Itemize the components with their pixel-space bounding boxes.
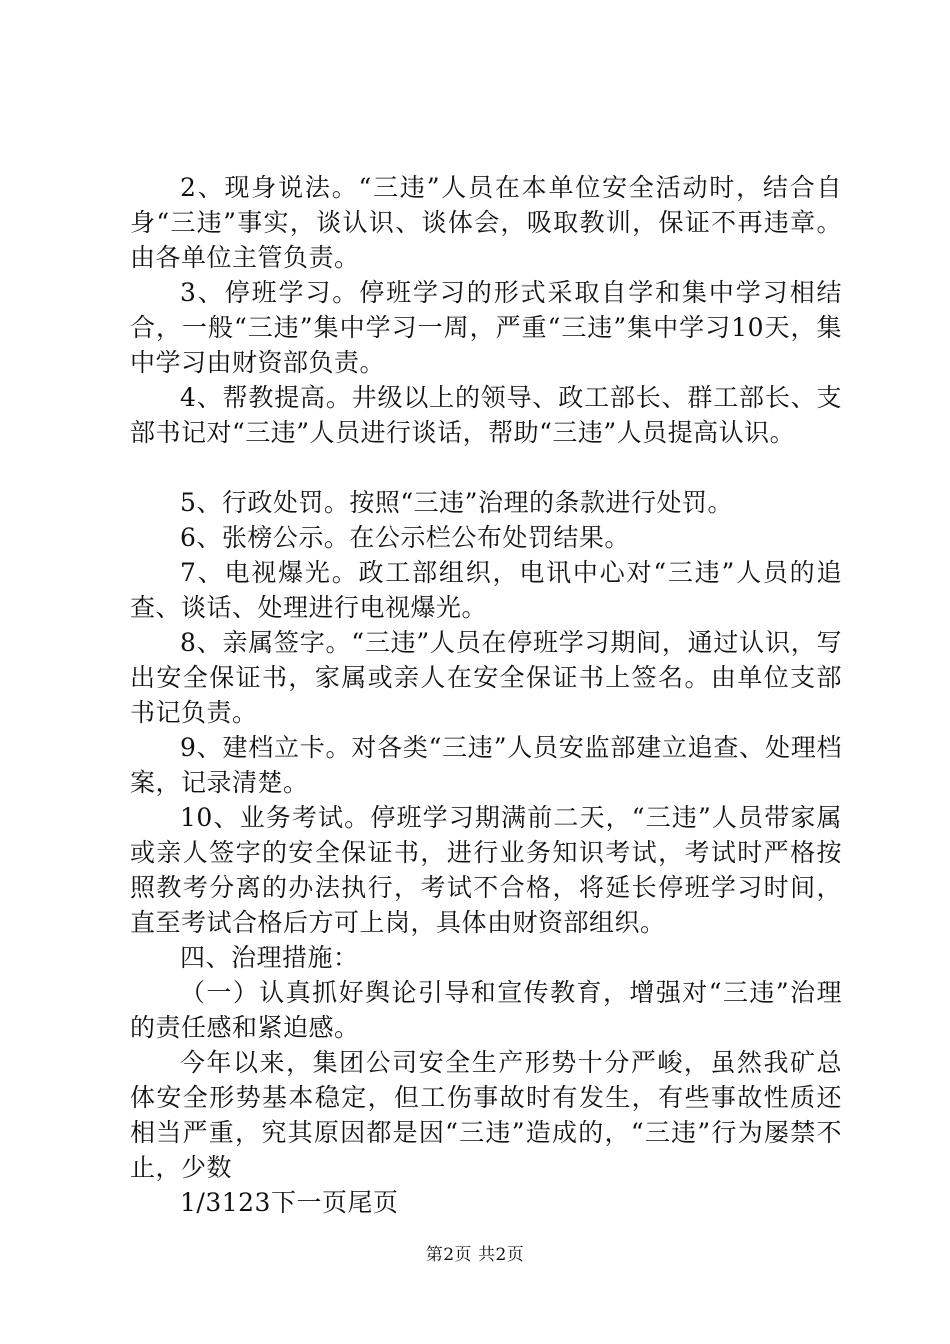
paragraph-8-family-signature: 8、亲属签字。“三违”人员在停班学习期间，通过认识，写出安全保证书，家属或亲人在安全保证书上签名。由单位支部书记负责。 bbox=[130, 628, 842, 727]
paragraph-6-public-notice: 6、张榜公示。在公示栏公布处罚结果。 bbox=[180, 523, 630, 552]
paragraph-10-exam: 10、业务考试。停班学习期满前二天，“三违”人员带家属或亲人签字的安全保证书，进行业务知识考试，考试时严格按照教考分离的办法执行，考试不合格，将延长停班学习时间，直至考试合格后方可上岗，具体由财资部组织。 bbox=[130, 803, 842, 937]
paragraph-this-year: 今年以来，集团公司安全生产形势十分严峻，虽然我矿总体安全形势基本稳定，但工伤事故时有发生，有些事故性质还相当严重，究其原因都是因“三违”造成的，“三违”行为屡禁不止，少数 bbox=[130, 1048, 842, 1182]
paragraph-7-tv-exposure: 7、电视爆光。政工部组织，电讯中心对“三违”人员的追查、谈话、处理进行电视爆光。 bbox=[130, 558, 842, 622]
page-footer: 第2页 共2页 bbox=[425, 1245, 525, 1265]
paragraph-4-mentoring: 4、帮教提高。井级以上的领导、政工部长、群工部长、支部书记对“三违”人员进行谈话，帮助“三违”人员提高认识。 bbox=[130, 383, 842, 447]
pagination-links[interactable]: 1/3123下一页尾页 bbox=[180, 1188, 399, 1217]
section-heading-measures: 四、治理措施： bbox=[180, 943, 359, 972]
subsection-heading-1: （一）认真抓好舆论引导和宣传教育，增强对“三违”治理的责任感和紧迫感。 bbox=[130, 978, 842, 1042]
paragraph-3-suspension-study: 3、停班学习。停班学习的形式采取自学和集中学习相结合，一般“三违”集中学习一周，严重“三违”集中学习10天，集中学习由财资部负责。 bbox=[130, 278, 842, 377]
paragraph-2-testimony: 2、现身说法。“三违”人员在本单位安全活动时，结合自身“三违”事实，谈认识、谈体会，吸取教训，保证不再违章。由各单位主管负责。 bbox=[130, 173, 842, 272]
paragraph-5-penalty: 5、行政处罚。按照“三违”治理的条款进行处罚。 bbox=[180, 488, 733, 517]
document-body bbox=[130, 170, 842, 1220]
paragraph-9-records: 9、建档立卡。对各类“三违”人员安监部建立追查、处理档案，记录清楚。 bbox=[130, 733, 842, 797]
